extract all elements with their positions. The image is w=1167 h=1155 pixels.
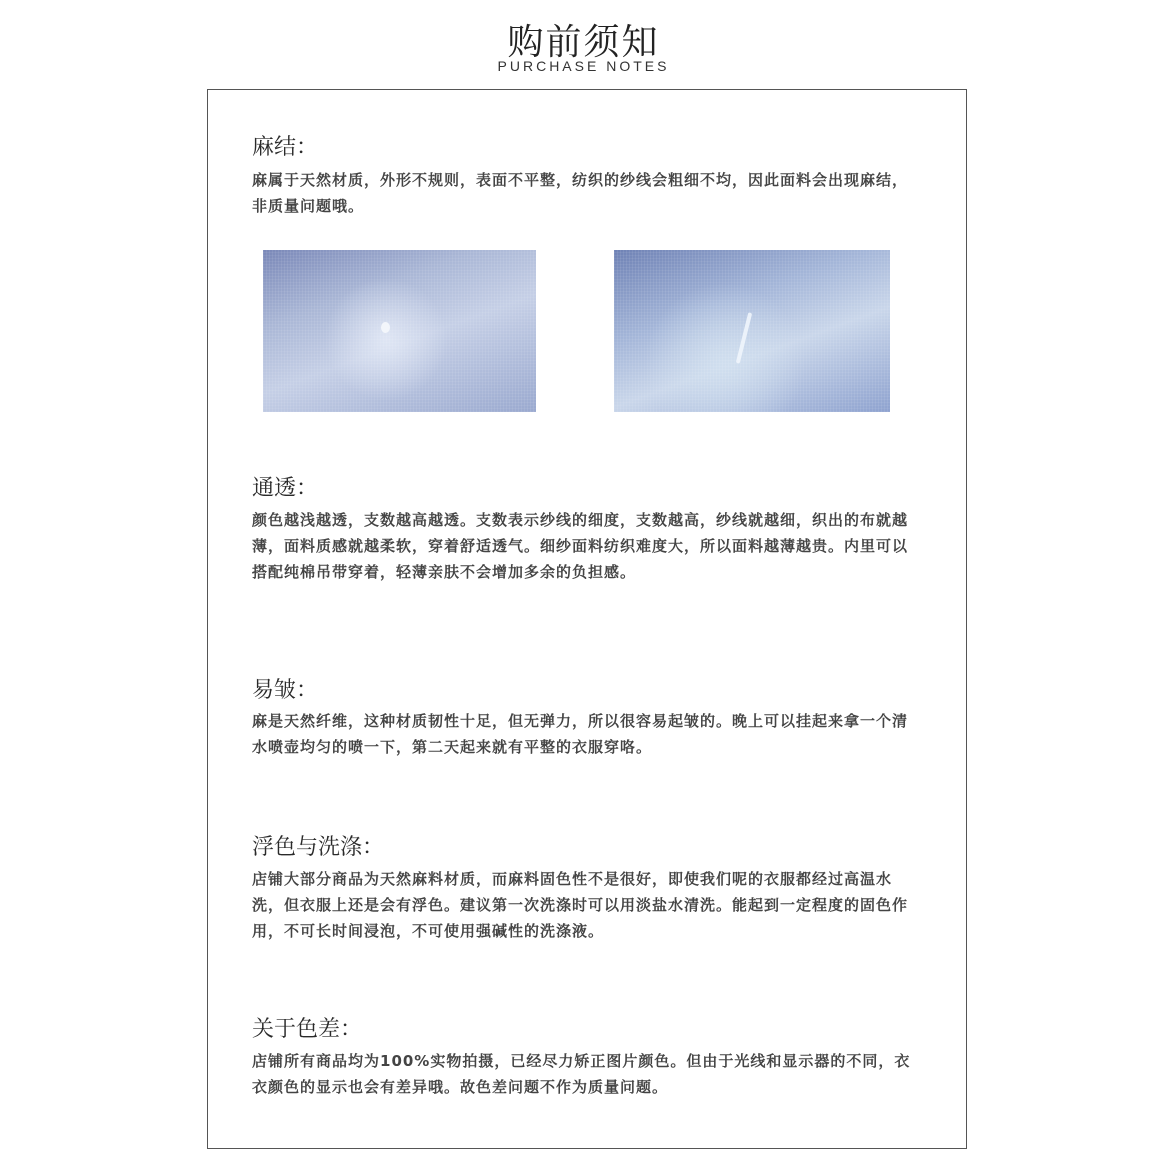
- page-title: 购前须知: [507, 22, 660, 63]
- section-body-slub: 麻属于天然材质，外形不规则，表面不平整，纺织的纱线会粗细不均，因此面料会出现麻结，非质量问题哦。: [252, 171, 909, 215]
- section-title-wrinkle: 易皱：: [252, 678, 319, 703]
- notes-frame: [207, 89, 967, 1149]
- section-body-sheer: 颜色越浅越透，支数越高越透。支数表示纱线的细度，支数越高，纱线就越细，织出的布就越薄，面料质感就越柔软，穿着舒适透气。细纱面料纺织难度大，所以面料越薄越贵。内里可以搭配纯棉吊带穿着，轻薄亲肤不会增加多余的负担感。: [252, 511, 909, 581]
- page-subtitle: PURCHASE NOTES: [497, 58, 670, 74]
- linen-slub-photo-2: [614, 250, 890, 412]
- section-title-washing: 浮色与洗涤：: [252, 835, 385, 860]
- slub-knot-mark: [381, 322, 390, 333]
- section-title-slub: 麻结：: [252, 135, 319, 160]
- linen-slub-photo-1: [263, 250, 536, 412]
- section-body-washing: 店铺大部分商品为天然麻料材质，而麻料固色性不是很好，即使我们呢的衣服都经过高温水洗，但衣服上还是会有浮色。建议第一次洗涤时可以用淡盐水清洗。能起到一定程度的固色作用，不可长时间浸泡，不可使用强碱性的洗涤液。: [252, 870, 909, 940]
- section-body-color-difference: 店铺所有商品均为100%实物拍摄，已经尽力矫正图片颜色。但由于光线和显示器的不同，衣衣颜色的显示也会有差异哦。故色差问题不作为质量问题。: [252, 1052, 911, 1096]
- slub-thread-mark: [736, 312, 752, 363]
- section-title-sheer: 通透：: [252, 476, 319, 501]
- section-title-color-difference: 关于色差：: [252, 1017, 363, 1042]
- section-body-wrinkle: 麻是天然纤维，这种材质韧性十足，但无弹力，所以很容易起皱的。晚上可以挂起来拿一个清水喷壶均匀的喷一下，第二天起来就有平整的衣服穿咯。: [252, 712, 909, 756]
